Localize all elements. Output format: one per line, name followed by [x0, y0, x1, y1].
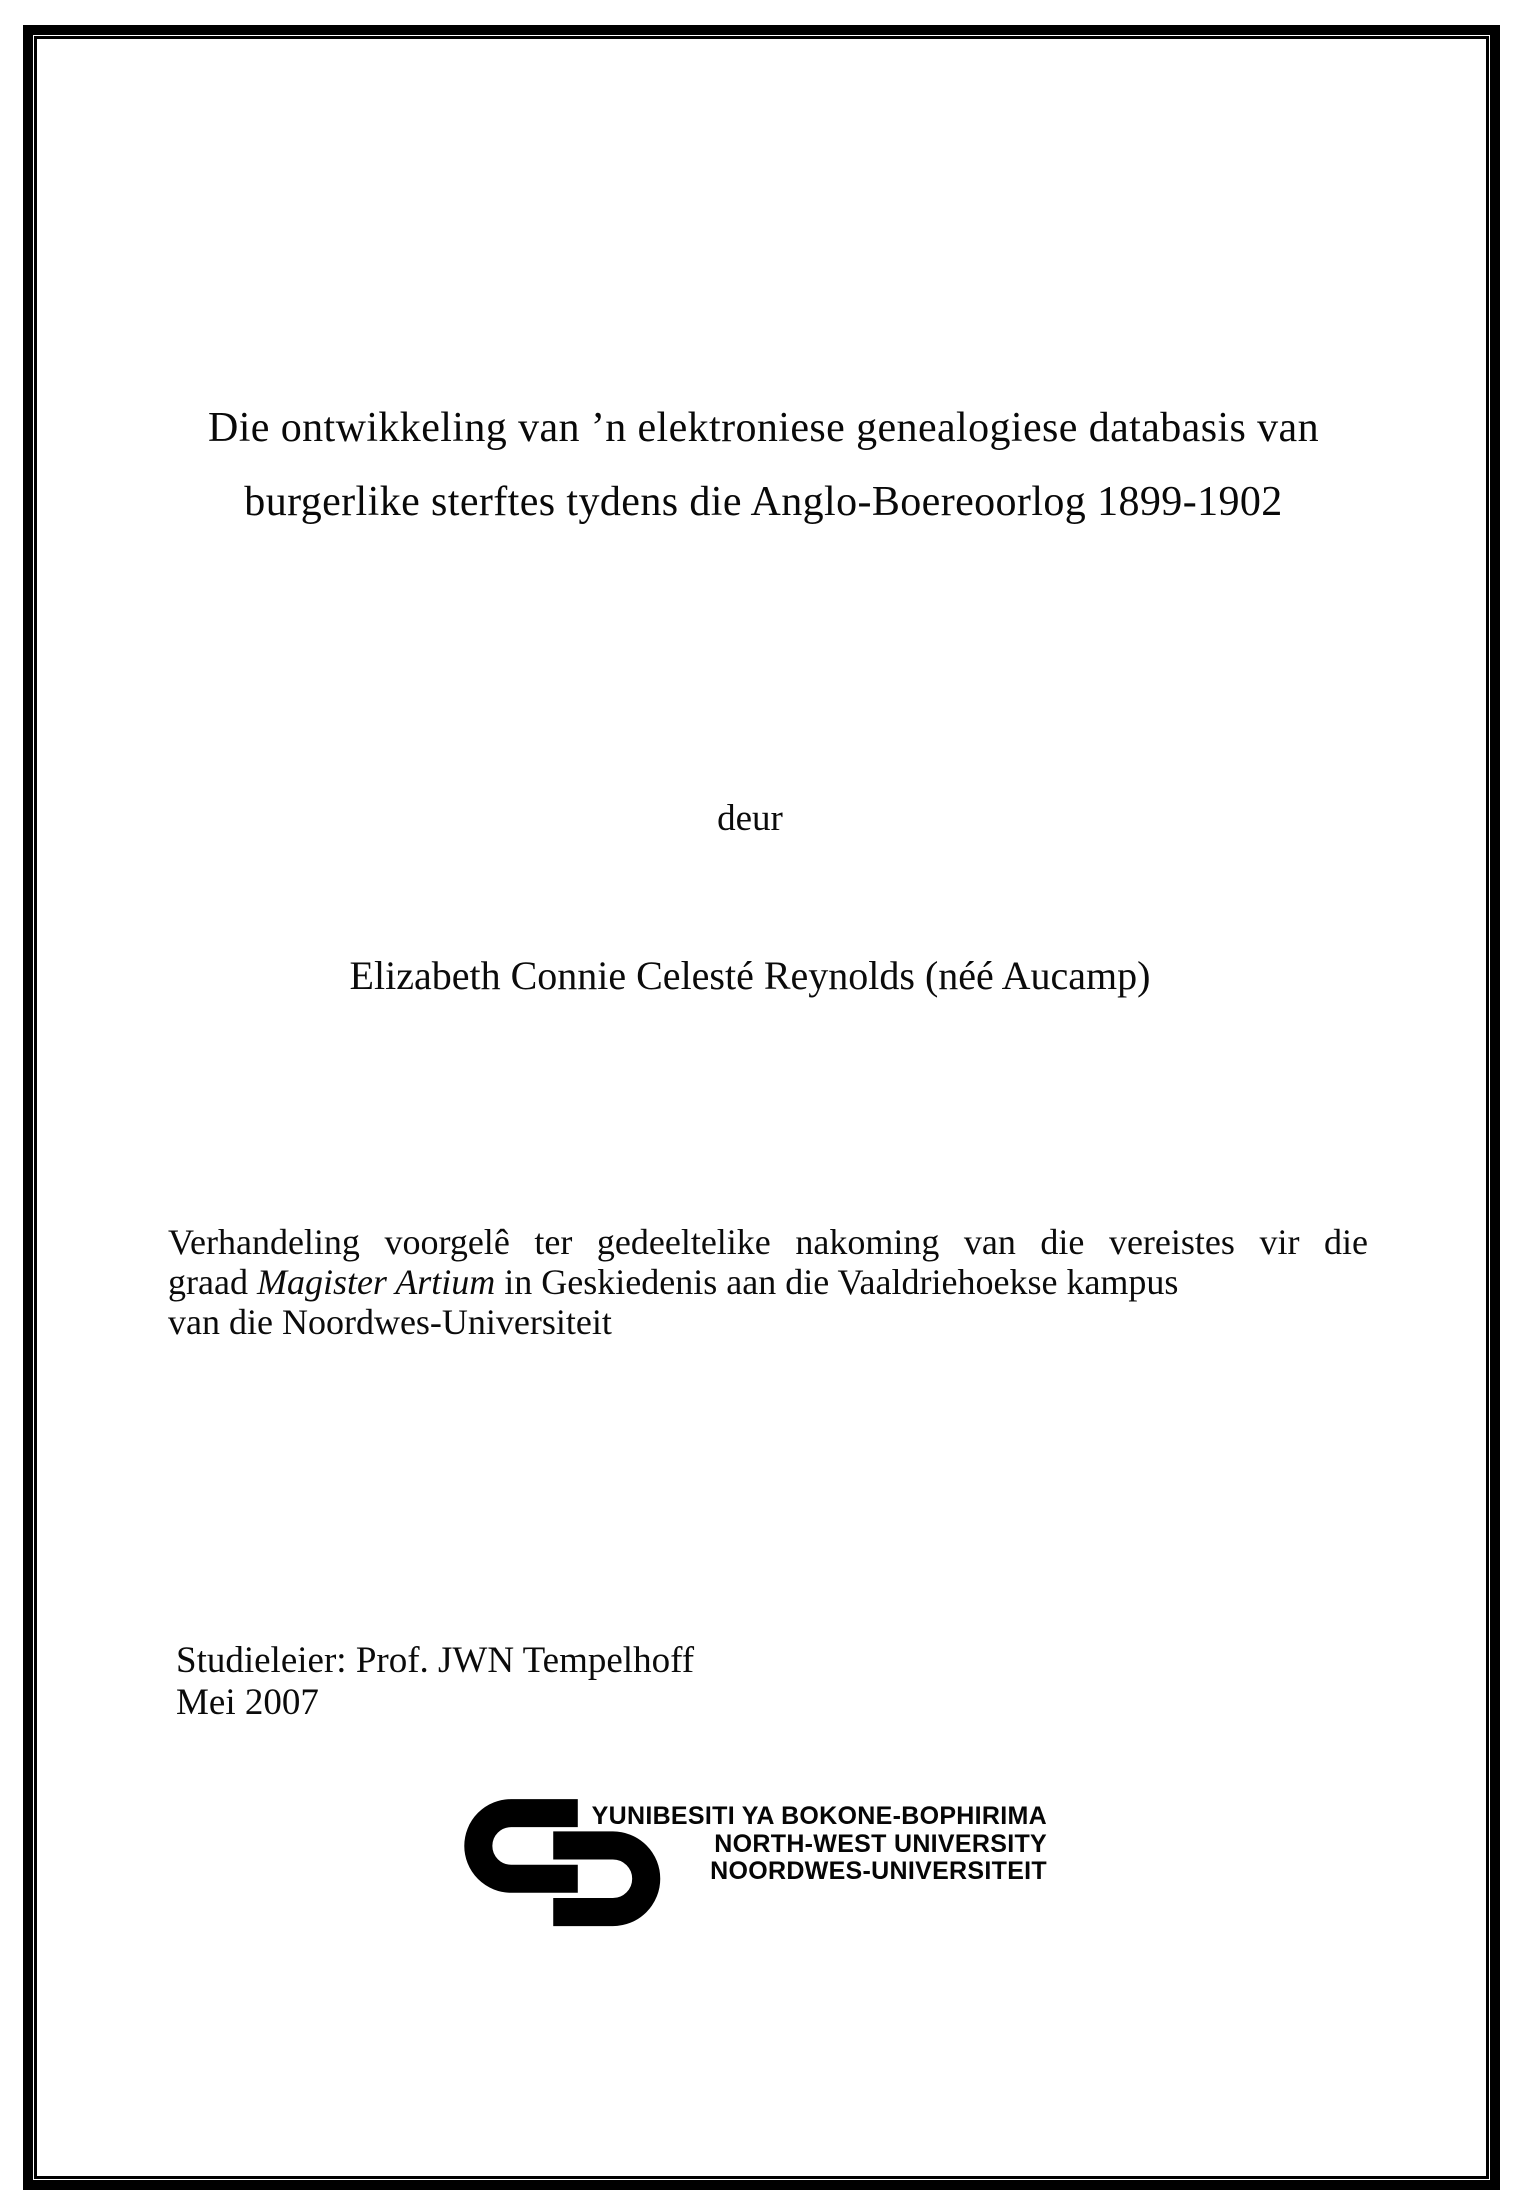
- thesis-title: [80, 391, 1447, 539]
- declaration-line-1: Verhandeling voorgelê ter gedeeltelike nakoming van die vereistes vir die: [168, 1222, 1368, 1262]
- university-logo-text: [585, 1803, 1047, 1886]
- author-name: Elizabeth Connie Celesté Reynolds (néé Aucamp): [349, 953, 1151, 998]
- supervisor-line: Studieleier: Prof. JWN Tempelhoff: [176, 1640, 695, 1681]
- declaration-line-2-suffix: in Geskiedenis aan die Vaaldriehoekse kampus: [495, 1262, 1179, 1302]
- declaration-line-2: [168, 1262, 1368, 1302]
- title-line-1: Die ontwikkeling van ’n elektroniese genealogiese databasis van: [207, 405, 1319, 451]
- declaration-line-3: van die Noordwes-Universiteit: [168, 1302, 612, 1342]
- supervisor-block: [176, 1640, 694, 1724]
- degree-name: Magister Artium: [256, 1262, 496, 1302]
- logo-line-english: NORTH-WEST UNIVERSITY: [714, 1829, 1047, 1858]
- date-line: Mei 2007: [176, 1682, 319, 1723]
- logo-line-afrikaans: NOORDWES-UNIVERSITEIT: [710, 1857, 1047, 1885]
- byline-preposition: deur: [717, 798, 783, 839]
- title-line-2: burgerlike sterftes tydens die Anglo-Boereoorlog 1899-1902: [244, 479, 1283, 525]
- declaration-line-2-prefix: graad: [168, 1262, 257, 1302]
- logo-line-setswana: YUNIBESITI YA BOKONE-BOPHIRIMA: [591, 1802, 1047, 1830]
- degree-declaration: [168, 1222, 1368, 1342]
